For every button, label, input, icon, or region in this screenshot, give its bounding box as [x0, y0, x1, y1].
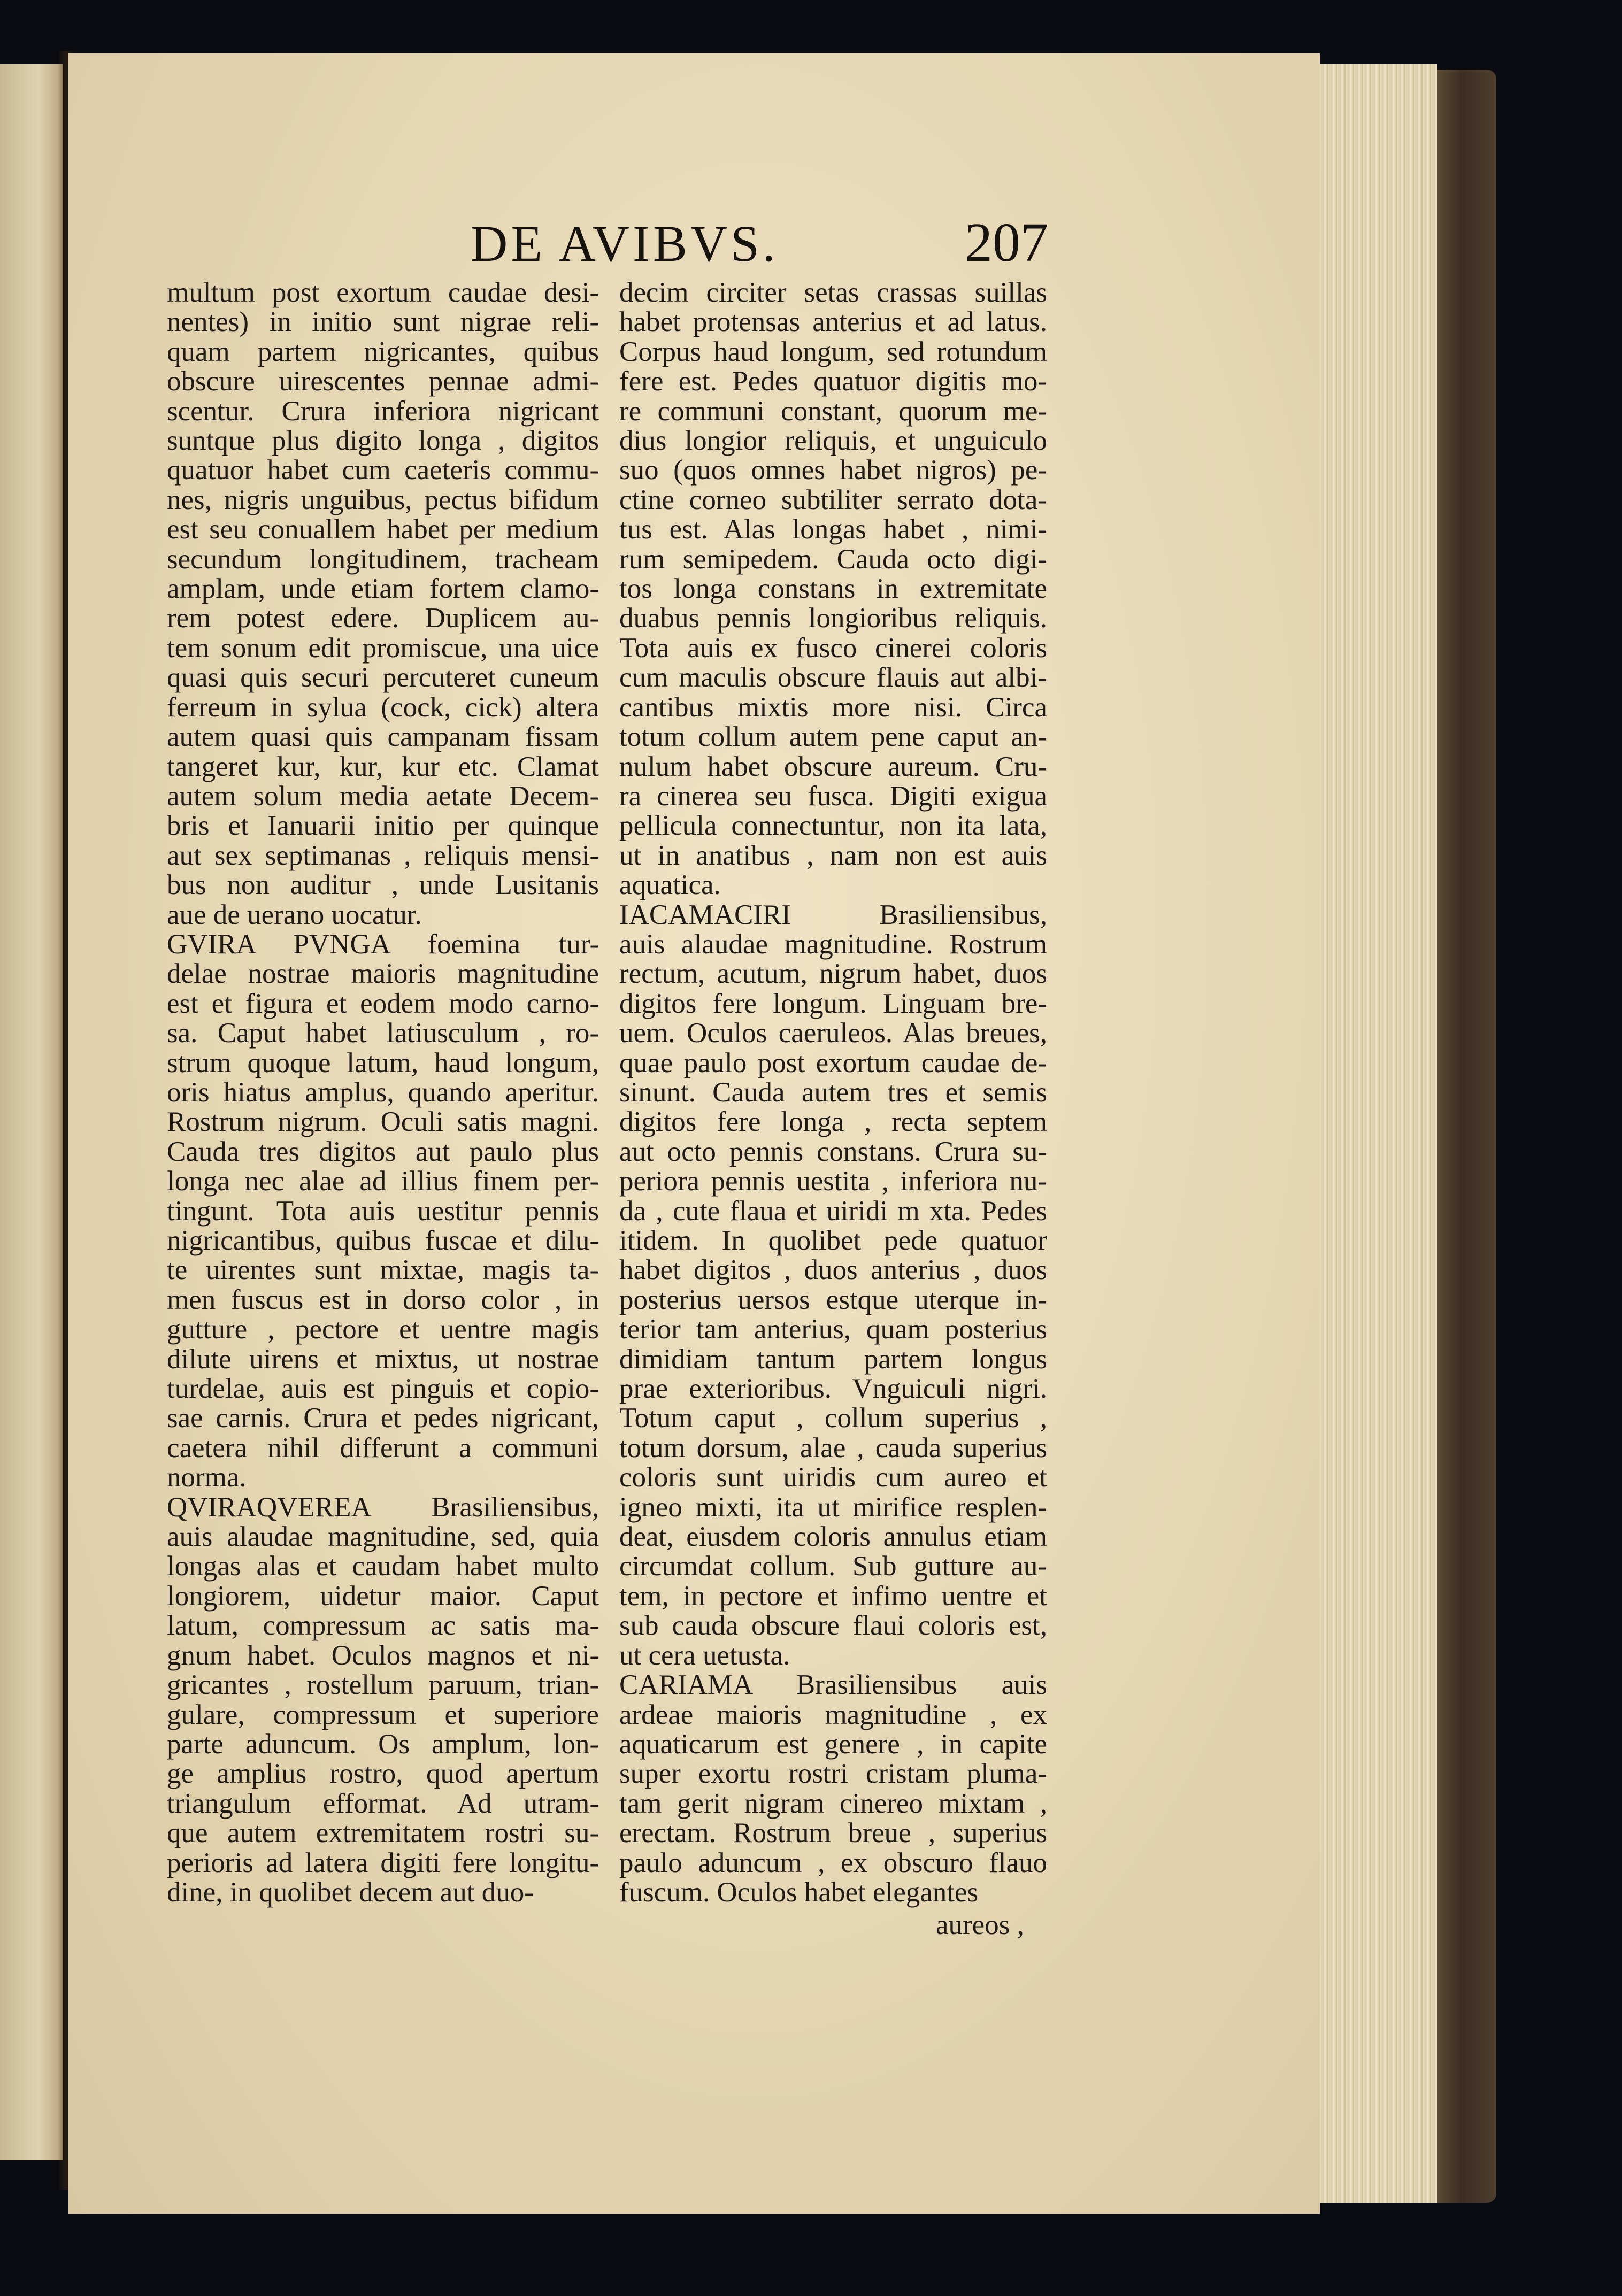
text-line: posterius uersos estque uterque in- [619, 1284, 1047, 1315]
text-line: uem. Oculos caeruleos. Alas breues, [619, 1018, 1047, 1049]
text-line: rectum, acutum, nigrum habet, duos [619, 958, 1047, 990]
text-line: cum maculis obscure flauis aut albi- [619, 662, 1047, 694]
text-line: habet digitos , duos anterius , duos [619, 1254, 1047, 1286]
running-header [374, 214, 1048, 278]
text-line: nes, nigris unguibus, pectus bifidum [167, 484, 599, 515]
text-line: prae exterioribus. Vnguiculi nigri. [619, 1373, 1047, 1405]
text-line: ctine corneo subtiliter serrato dota- [619, 484, 1047, 515]
text-line: oris hiatus amplus, quando aperitur. [167, 1076, 599, 1108]
text-line: amplam, unde etiam fortem clamo- [167, 573, 599, 605]
text-line: Totum caput , collum superius , [619, 1403, 1047, 1434]
text-line: Rostrum nigrum. Oculi satis magni. [167, 1106, 599, 1138]
text-line: autem quasi quis campanam fissam [167, 721, 599, 753]
text-line: Tota auis ex fusco cinerei coloris [619, 632, 1047, 664]
text-line: te uirentes sunt mixtae, magis ta- [167, 1254, 599, 1286]
text-line: turdelae, auis est pinguis et copio- [167, 1373, 599, 1405]
text-line: duabus pennis longioribus reliquis. [619, 603, 1047, 634]
text-line: sub cauda obscure flaui coloris est, [619, 1610, 1047, 1642]
text-line: terior tam anterius, quam posterius [619, 1314, 1047, 1345]
text-line: pellicula connectuntur, non ita lata, [619, 810, 1047, 842]
text-line: scentur. Crura inferiora nigricant [167, 395, 599, 427]
text-line: tos longa constans in extremitate [619, 573, 1047, 605]
text-line: digitos fere longum. Linguam bre- [619, 988, 1047, 1019]
text-line: da , cute flaua et uiridi m xta. Pedes [619, 1195, 1047, 1227]
text-line: latum, compressum ac satis ma- [167, 1610, 599, 1642]
text-line: suntque plus digito longa , digitos [167, 425, 599, 457]
text-line: quam partem nigricantes, quibus [167, 336, 599, 367]
text-line: triangulum efformat. Ad utram- [167, 1788, 599, 1819]
text-line: aquatica. [619, 869, 721, 901]
text-line: parte aduncum. Os amplum, lon- [167, 1728, 599, 1760]
text-line: strum quoque latum, haud longum, [167, 1047, 599, 1078]
text-line: est seu conuallem habet per medium [167, 514, 599, 545]
text-line: CARIAMA Brasiliensibus auis [619, 1669, 1047, 1701]
text-line: quae paulo post exortum caudae de- [619, 1047, 1047, 1078]
text-line: caetera nihil differunt a communi [167, 1432, 599, 1463]
text-line: QVIRAQVEREA Brasiliensibus, [167, 1491, 599, 1523]
text-line: decim circiter setas crassas suillas [619, 277, 1047, 308]
text-line: tingunt. Tota auis uestitur pennis [167, 1195, 599, 1227]
text-line: tangeret kur, kur, kur etc. Clamat [167, 751, 599, 782]
text-line: gnum habet. Oculos magnos et ni- [167, 1639, 599, 1671]
text-line: coloris sunt uiridis cum aureo et [619, 1462, 1047, 1493]
text-line: sinunt. Cauda autem tres et semis [619, 1076, 1047, 1108]
text-line: circumdat collum. Sub gutture au- [619, 1551, 1047, 1582]
text-column-left [167, 278, 599, 1907]
text-line: ge amplius rostro, quod apertum [167, 1758, 599, 1790]
text-line: ut in anatibus , nam non est auis [619, 839, 1047, 871]
text-line: tam gerit nigram cinereo mixtam , [619, 1788, 1047, 1819]
text-line: suo (quos omnes habet nigros) pe- [619, 454, 1047, 486]
text-column-right [619, 278, 1047, 1907]
text-line: erectam. Rostrum breue , superius [619, 1817, 1047, 1849]
page-number: 207 [965, 212, 1048, 273]
text-line: est et figura et eodem modo carno- [167, 988, 599, 1019]
text-line: tem sonum edit promiscue, una uice [167, 632, 599, 664]
text-line: re communi constant, quorum me- [619, 395, 1047, 427]
text-line: dine, in quolibet decem aut duo- [167, 1876, 534, 1908]
text-line: tus est. Alas longas habet , nimi- [619, 514, 1047, 545]
catchword: aureos , [936, 1909, 1024, 1940]
text-line: longas alas et caudam habet multo [167, 1551, 599, 1582]
text-line: secundum longitudinem, tracheam [167, 543, 599, 575]
text-line: rum semipedem. Cauda octo digi- [619, 543, 1047, 575]
text-line: auis alaudae magnitudine, sed, quia [167, 1521, 599, 1553]
text-line: super exortu rostri cristam pluma- [619, 1758, 1047, 1790]
text-line: obscure uirescentes pennae admi- [167, 366, 599, 397]
text-line: ardeae maioris magnitudine , ex [619, 1699, 1047, 1730]
text-line: deat, eiusdem coloris annulus etiam [619, 1521, 1047, 1553]
text-line: dimidiam tantum partem longus [619, 1343, 1047, 1375]
text-line: digitos fere longa , recta septem [619, 1106, 1047, 1138]
text-line: norma. [167, 1462, 247, 1493]
text-line: totum dorsum, alae , cauda superius [619, 1432, 1047, 1463]
text-line: perioris ad latera digiti fere longitu- [167, 1847, 599, 1878]
text-line: auis alaudae magnitudine. Rostrum [619, 928, 1047, 960]
text-line: itidem. In quolibet pede quatuor [619, 1225, 1047, 1256]
text-line: aut sex septimanas , reliquis mensi- [167, 839, 599, 871]
text-line: ferreum in sylua (cock, cick) altera [167, 691, 599, 723]
facing-page-edge [0, 64, 63, 2160]
text-line: nentes) in initio sunt nigrae reli- [167, 306, 599, 338]
text-line: ra cinerea seu fusca. Digiti exigua [619, 780, 1047, 812]
text-line: sa. Caput habet latiusculum , ro- [167, 1018, 599, 1049]
text-line: delae nostrae maioris magnitudine [167, 958, 599, 990]
text-line: tem, in pectore et infimo uentre et [619, 1580, 1047, 1612]
text-line: quatuor habet cum caeteris commu- [167, 454, 599, 486]
text-line: gulare, compressum et superiore [167, 1699, 599, 1730]
book-cover-edge [1437, 70, 1496, 2203]
text-line: GVIRA PVNGA foemina tur- [167, 928, 599, 960]
text-line: aquaticarum est genere , in capite [619, 1728, 1047, 1760]
text-line: totum collum autem pene caput an- [619, 721, 1047, 753]
text-line: longa nec alae ad illius finem per- [167, 1166, 599, 1197]
text-line: rem potest edere. Duplicem au- [167, 603, 599, 634]
text-line: multum post exortum caudae desi- [167, 277, 599, 308]
text-line: Cauda tres digitos aut paulo plus [167, 1136, 599, 1167]
text-line: bris et Ianuarii initio per quinque [167, 810, 599, 842]
text-line: gutture , pectore et uentre magis [167, 1314, 599, 1345]
text-line: cantibus mixtis more nisi. Circa [619, 691, 1047, 723]
text-line: dius longior reliquis, et unguiculo [619, 425, 1047, 457]
text-line: sae carnis. Crura et pedes nigricant, [167, 1403, 599, 1434]
text-line: quasi quis securi percuteret cuneum [167, 662, 599, 694]
text-line: dilute uirens et mixtus, ut nostrae [167, 1343, 599, 1375]
text-line: paulo aduncum , ex obscuro flauo [619, 1847, 1047, 1878]
text-line: que autem extremitatem rostri su- [167, 1817, 599, 1849]
text-line: bus non auditur , unde Lusitanis [167, 869, 599, 901]
page-block-edges [1320, 64, 1437, 2203]
running-title: DE AVIBVS. [471, 215, 779, 272]
text-line: aue de uerano uocatur. [167, 899, 422, 930]
text-line: periora pennis uestita , inferiora nu- [619, 1166, 1047, 1197]
text-line: gricantes , rostellum paruum, trian- [167, 1669, 599, 1701]
text-line: nigricantibus, quibus fuscae et dilu- [167, 1225, 599, 1256]
text-line: nulum habet obscure aureum. Cru- [619, 751, 1047, 782]
text-line: igneo mixti, ita ut mirifice resplen- [619, 1491, 1047, 1523]
text-line: Corpus haud longum, sed rotundum [619, 336, 1047, 367]
text-line: ut cera uetusta. [619, 1639, 790, 1671]
text-line: fuscum. Oculos habet elegantes [619, 1876, 979, 1908]
text-line: men fuscus est in dorso color , in [167, 1284, 599, 1315]
text-line: IACAMACIRI Brasiliensibus, [619, 899, 1047, 930]
text-line: habet protensas anterius et ad latus. [619, 306, 1047, 338]
text-line: aut octo pennis constans. Crura su- [619, 1136, 1047, 1167]
text-line: autem solum media aetate Decem- [167, 780, 599, 812]
text-line: longiorem, uidetur maior. Caput [167, 1580, 599, 1612]
text-line: fere est. Pedes quatuor digitis mo- [619, 366, 1047, 397]
